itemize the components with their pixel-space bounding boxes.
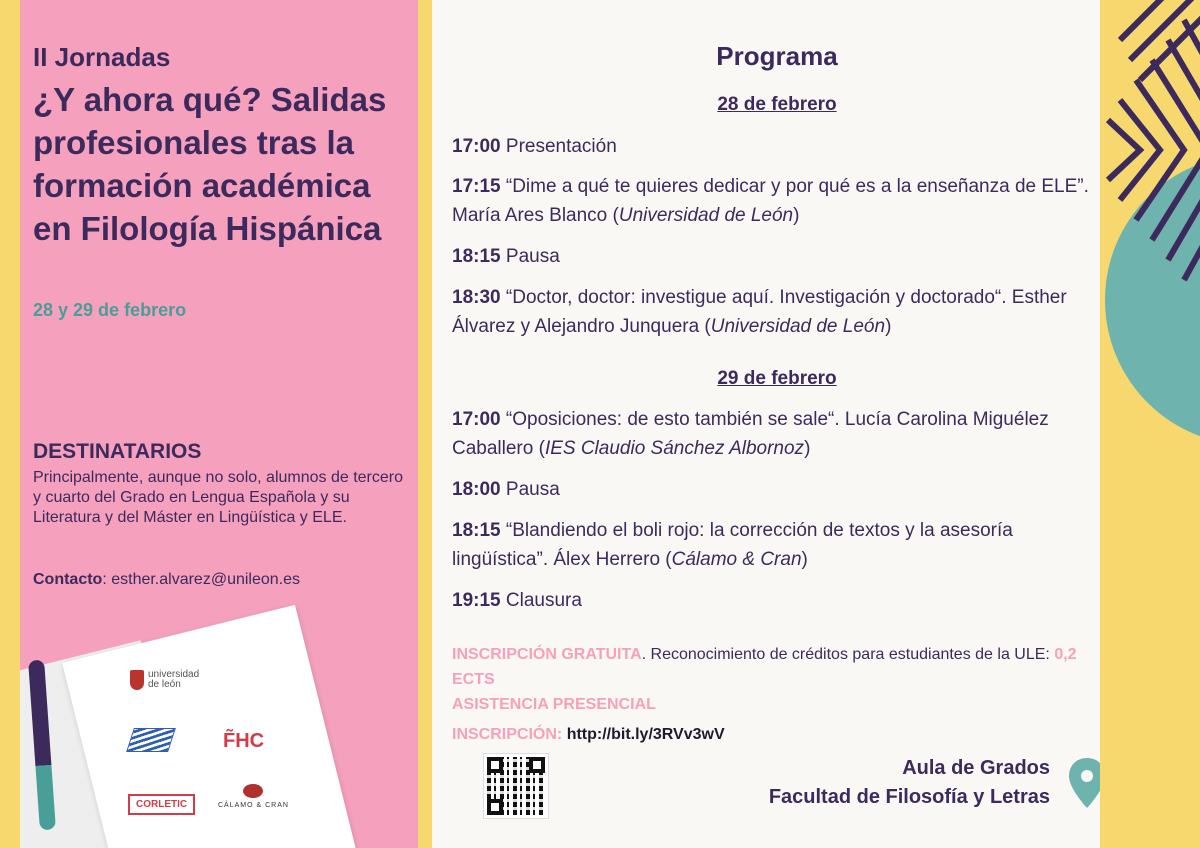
venue-building: Facultad de Filosofía y Letras <box>768 786 1050 808</box>
program-item <box>452 132 1107 161</box>
item-time: 19:15 <box>452 590 501 611</box>
item-affiliation: Universidad de León <box>618 205 794 226</box>
item-time: 18:00 <box>452 479 501 500</box>
event-dates: 28 y 29 de febrero <box>33 300 187 320</box>
paper-sheet <box>62 605 358 848</box>
program-item: 18:30 “Doctor, doctor: investigue aquí. Investigación y doctorado“. Esther Álvarez y Alejandro Junquera (Universidad de León) <box>452 287 1067 337</box>
item-text: “Oposiciones: de esto también se sale“. Lucía Carolina Miguélez Caballero ( <box>452 409 1049 459</box>
item-time: 18:15 <box>452 520 501 541</box>
program-item <box>452 242 1107 271</box>
program-item: 18:15 “Blandiendo el boli rojo: la corrección de textos y la asesoría lingüística”. Álex Herrero (Cálamo & Cran) <box>452 520 1013 570</box>
item-text: “Dime a qué te quieres dedicar y por qué es a la enseñanza de ELE”. María Ares Blanco ( <box>452 176 1089 226</box>
qr-code-icon[interactable] <box>484 754 548 818</box>
program-item: 17:15 “Dime a qué te quieres dedicar y por qué es a la enseñanza de ELE”. María Ares Blanco (Universidad de León) <box>452 176 1089 226</box>
contact-line: Contacto: esther.alvarez@unileon.es <box>33 571 301 588</box>
program-item <box>452 475 1107 504</box>
item-time: 17:00 <box>452 136 501 157</box>
item-time: 17:00 <box>452 409 501 430</box>
program-item: 17:00 “Oposiciones: de esto también se sale“. Lucía Carolina Miguélez Caballero (IES Claudio Sánchez Albornoz) <box>452 409 1049 459</box>
ant-icon <box>243 784 263 798</box>
item-text: “Doctor, doctor: investigue aquí. Investigación y doctorado“. Esther Álvarez y Alejandro Junquera ( <box>452 287 1067 337</box>
item-affiliation: Cálamo & Cran <box>671 549 802 570</box>
ects-value: 0,2 ECTS <box>452 646 1077 688</box>
event-title: ¿Y ahora qué? Salidas profesionales tras la formación académica en Filología Hispánica <box>33 81 387 247</box>
ule-crest-icon <box>130 670 144 690</box>
attendance-line <box>452 692 1122 717</box>
registration-link[interactable]: http://bit.ly/3RVv3wV <box>566 726 725 743</box>
calamo-logo-text: CÁLAMO & CRAN <box>218 802 289 809</box>
credits-text: . Reconocimiento de créditos para estudiantes de la ULE: <box>641 646 1055 663</box>
item-time: 17:15 <box>452 176 501 197</box>
day-heading-1: 28 de febrero <box>717 94 837 115</box>
audience-heading: DESTINATARIOS <box>33 440 202 463</box>
program-item <box>452 586 1107 615</box>
free-registration-label: INSCRIPCIÓN GRATUITA <box>452 646 642 663</box>
left-panel <box>20 0 418 848</box>
item-text: “Blandiendo el boli rojo: la corrección de textos y la asesoría lingüística”. Álex Herrero ( <box>452 520 1013 570</box>
calamo-logo <box>218 784 289 809</box>
item-time: 18:15 <box>452 246 501 267</box>
ule-logo-text: universidad de león <box>148 669 200 690</box>
venue <box>769 754 1050 812</box>
item-affiliation: IES Claudio Sánchez Albornoz <box>544 438 805 459</box>
day-heading-2: 29 de febrero <box>717 368 837 389</box>
program-title: Programa <box>716 41 838 71</box>
contact-email[interactable]: esther.alvarez@unileon.es <box>111 571 301 588</box>
corletic-logo: CORLETIC <box>128 794 195 815</box>
program-panel <box>432 0 1122 848</box>
item-text: Presentación <box>505 136 617 157</box>
event-kicker: II Jornadas <box>33 42 171 72</box>
item-text: Pausa <box>505 246 560 267</box>
audience-body: Principalmente, aunque no solo, alumnos de tercero y cuarto del Grado en Lengua Española y su Literatura y del Máster en Lingüística y ELE. <box>33 469 403 526</box>
venue-room: Aula de Grados <box>902 757 1050 779</box>
contact-label: Contacto <box>33 571 103 588</box>
item-affiliation: Universidad de León <box>710 316 886 337</box>
item-text: Pausa <box>505 479 560 500</box>
stripes-logo-icon <box>130 728 172 752</box>
ule-logo <box>130 670 208 690</box>
attendance-mode: ASISTENCIA PRESENCIAL <box>452 696 656 713</box>
fhc-logo: F̃HC <box>223 730 265 752</box>
registration-link-line <box>452 722 1122 747</box>
registration-info <box>452 642 1122 692</box>
item-time: 18:30 <box>452 287 501 308</box>
item-text: Clausura <box>505 590 582 611</box>
decorative-shapes <box>1100 0 1200 848</box>
registration-link-label: INSCRIPCIÓN: <box>452 726 563 743</box>
